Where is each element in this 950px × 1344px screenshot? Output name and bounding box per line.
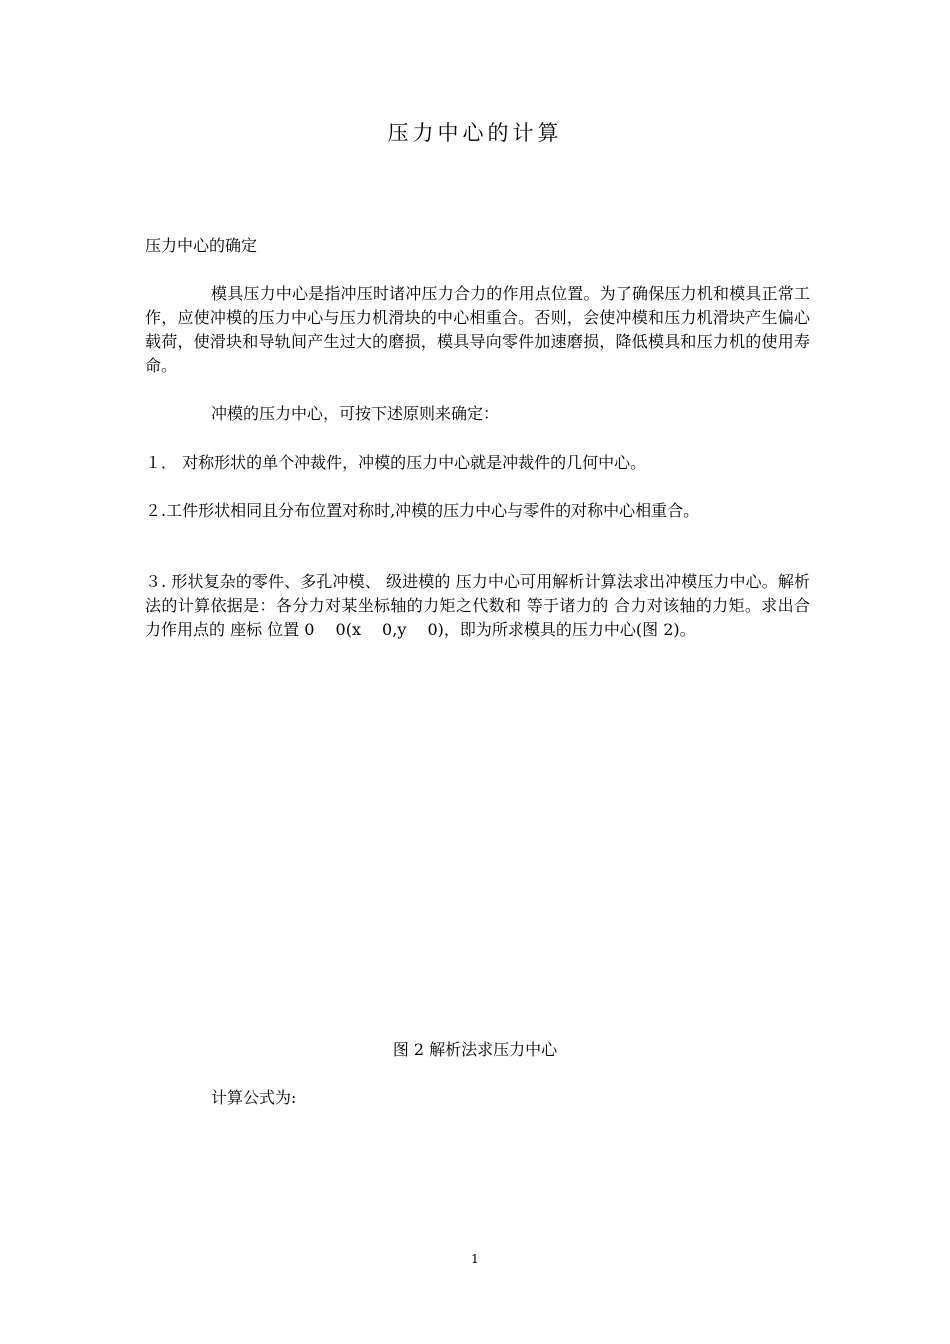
list-item-rule-2: ２.工件形状相同且分布位置对称时,冲模的压力中心与零件的对称中心相重合。 [145, 501, 700, 520]
list-item-rule-1: １． 对称形状的单个冲裁件，冲模的压力中心就是冲裁件的几何中心。 [145, 453, 647, 472]
paragraph-definition: 模具压力中心是指冲压时诸冲压力合力的作用点位置。为了确保压力机和模具正常工作，应使冲模的压力中心与压力机滑块的中心相重合。否则，会使冲模和压力机滑块产生偏心载荷，使滑块和导轨间产生过大的磨损，模具导向零件加速磨损，降低模具和压力机的使用寿命。 [145, 284, 810, 375]
list-item-rule-3: ３. 形状复杂的零件、多孔冲模、 级进模的 压力中心可用解析计算法求出冲模压力中心。解析法的计算依据是：各分力对某坐标轴的力矩之代数和 等于诸力的 合力对该轴的力矩。求出合力作用点的 座标 位置 0 0(x 0,y 0)，即为所求模具的压力中心(图 2)。 [145, 572, 810, 639]
paragraph-principles-intro: 冲模的压力中心，可按下述原则来确定： [211, 404, 500, 423]
formula-label: 计算公式为: [211, 1088, 297, 1107]
section-heading: 压力中心的确定 [145, 236, 258, 255]
figure-caption: 图 2 解析法求压力中心 [392, 1040, 558, 1059]
document-title: 压力中心的计算 [387, 121, 563, 145]
page-number: 1 [471, 1252, 479, 1266]
